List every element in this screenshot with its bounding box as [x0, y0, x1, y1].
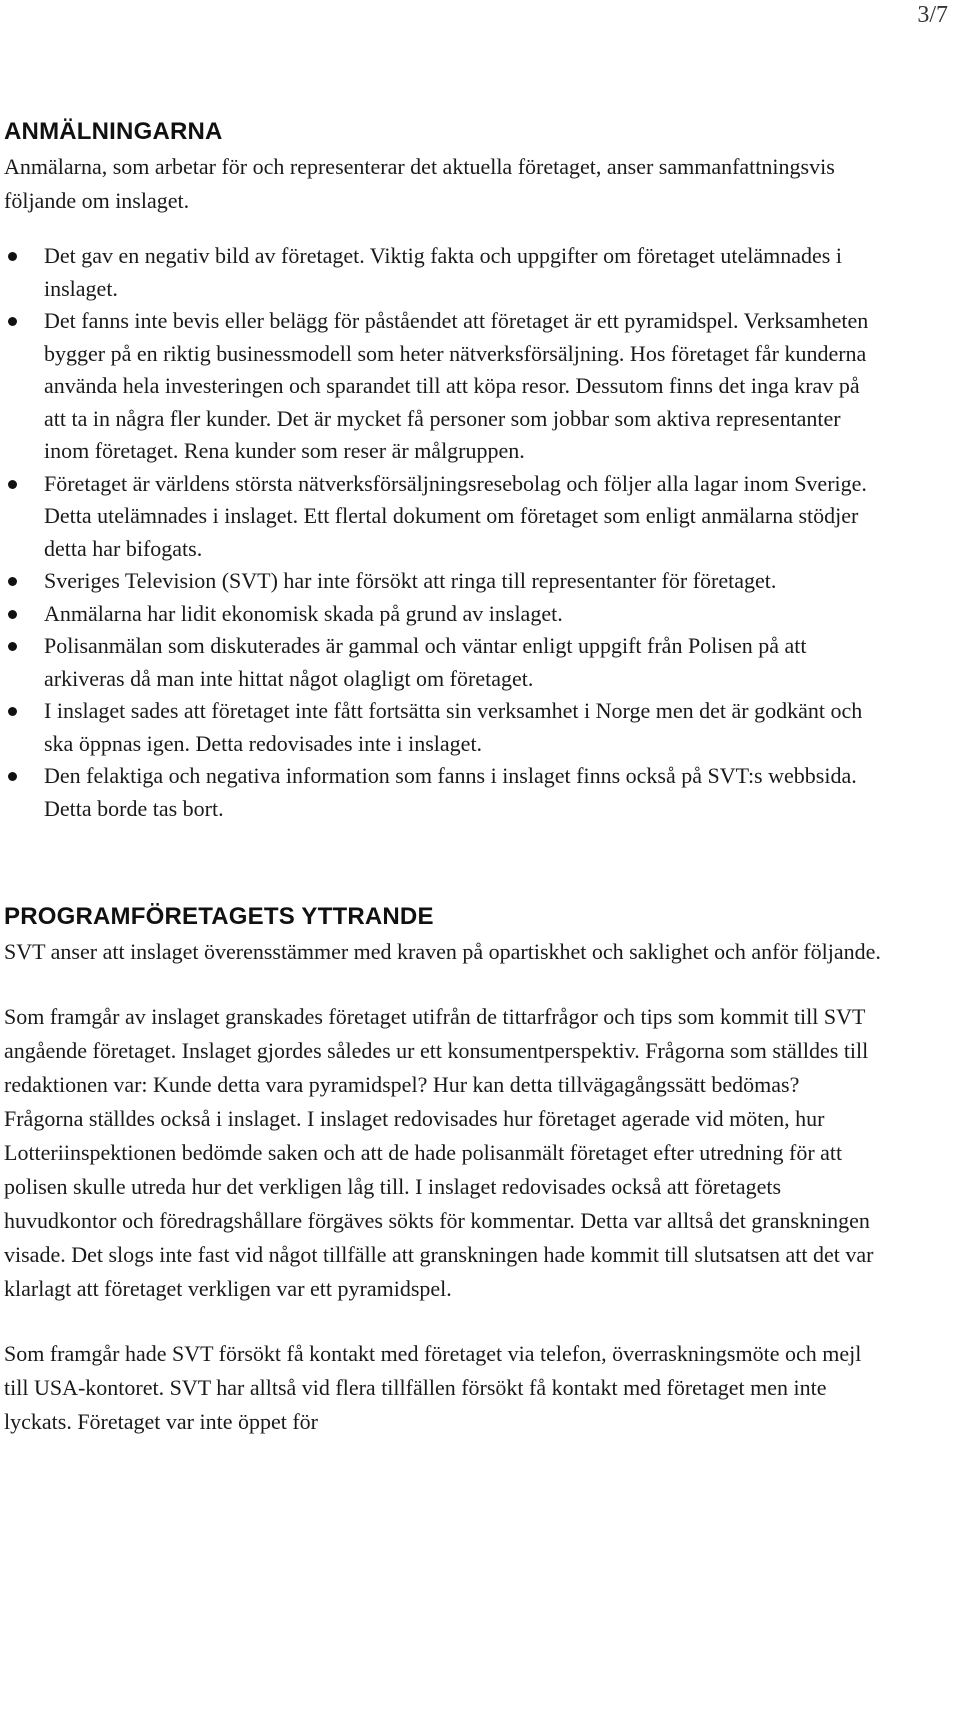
section-heading: PROGRAMFÖRETAGETS YTTRANDE — [4, 903, 434, 930]
bullet-icon — [8, 577, 17, 586]
document-body — [4, 118, 884, 1439]
section-programforetagets-yttrande — [4, 903, 884, 1439]
list-item: Företaget är världens största nätverksförsäljningsresebolag och följer alla lagar inom Sverige. Detta utelämnades i inslaget. Ett flertal dokument om företaget som enligt anmälarna stödjer detta har bifogats. — [4, 468, 884, 566]
list-item: I inslaget sades att företaget inte fått fortsätta sin verksamhet i Norge men det är godkänt och ska öppnas igen. Detta redovisades inte i inslaget. — [4, 695, 884, 760]
complaint-list — [4, 240, 884, 825]
list-item: Anmälarna har lidit ekonomisk skada på grund av inslaget. — [4, 598, 884, 631]
intro-paragraph: Anmälarna, som arbetar för och representerar det aktuella företaget, anser sammanfattningsvis följande om inslaget. — [4, 154, 835, 213]
section-heading: ANMÄLNINGARNA — [4, 118, 223, 145]
list-item: Polisanmälan som diskuterades är gammal och väntar enligt uppgift från Polisen på att arkiveras då man inte hittat något olagligt om företaget. — [4, 630, 884, 695]
bullet-icon — [8, 642, 17, 651]
paragraph: Som framgår hade SVT försökt få kontakt med företaget via telefon, överraskningsmöte och mejl till USA-kontoret. SVT har alltså vid flera tillfällen försökt få kontakt med företaget men inte lyckats. Företaget var inte öppet för — [4, 1341, 862, 1434]
list-item: Det fanns inte bevis eller belägg för påståendet att företaget är ett pyramidspel. Verksamheten bygger på en riktig businessmodell som heter nätverksförsäljning. Hos företaget får kunderna använda hela investeringen och sparandet till att köpa resor. Dessutom finns det inga krav på att ta in några fler kunder. Det är mycket få personer som jobbar som aktiva representanter inom företaget. Rena kunder som reser är målgruppen. — [4, 305, 884, 468]
list-item: Det gav en negativ bild av företaget. Viktig fakta och uppgifter om företaget utelämnades i inslaget. — [4, 240, 884, 305]
list-item: Sveriges Television (SVT) har inte försökt att ringa till representanter för företaget. — [4, 565, 884, 598]
bullet-icon — [8, 317, 17, 326]
paragraph: SVT anser att inslaget överensstämmer med kraven på opartiskhet och saklighet och anför följande. — [4, 939, 881, 964]
bullet-icon — [8, 252, 17, 261]
page-number: 3/7 — [917, 2, 948, 28]
bullet-icon — [8, 610, 17, 619]
bullet-icon — [8, 772, 17, 781]
bullet-icon — [8, 480, 17, 489]
section-anmalningarna — [4, 118, 884, 825]
bullet-icon — [8, 707, 17, 716]
paragraph: Som framgår av inslaget granskades företaget utifrån de tittarfrågor och tips som kommit till SVT angående företaget. Inslaget gjordes således ur ett konsumentperspektiv. Frågorna som ställdes till redaktionen var: Kunde detta vara pyramidspel? Hur kan detta tillvägagångssätt bedömas? Frågorna ställdes också i inslaget. I inslaget redovisades hur företaget agerade vid möten, hur Lotteriinspektionen bedömde saken och att de hade polisanmält företaget efter utredning för att polisen skulle utreda hur det verkligen låg till. I inslaget redovisades också att företagets huvudkontor och föredragshållare förgäves sökts för kommentar. Detta var alltså det granskningen visade. Det slogs inte fast vid något tillfälle att granskningen hade kommit till slutsatsen att det var klarlagt att företaget verkligen var ett pyramidspel. — [4, 1004, 874, 1301]
list-item: Den felaktiga och negativa information som fanns i inslaget finns också på SVT:s webbsida. Detta borde tas bort. — [4, 760, 884, 825]
